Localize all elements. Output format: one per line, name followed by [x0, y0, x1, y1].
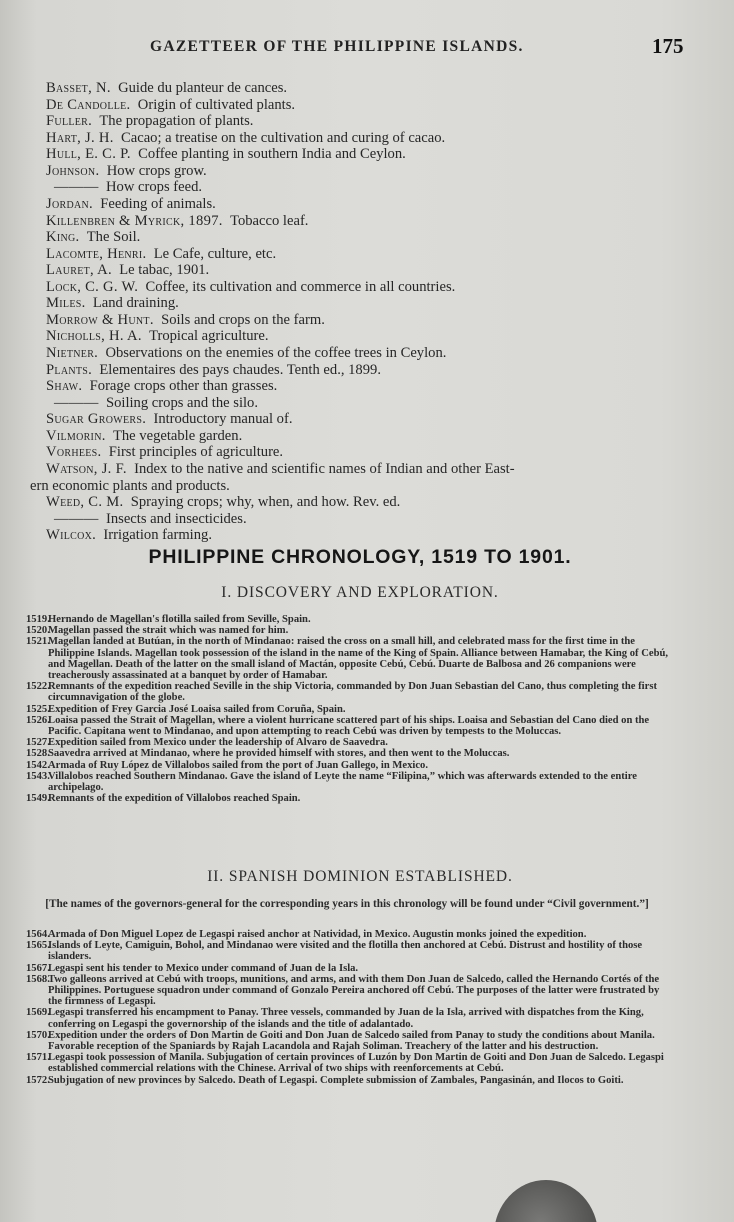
- chronology-text: Expedition sailed from Mexico under the leadership of Alvaro de Saavedra.: [48, 737, 388, 749]
- bibliography-author: Fuller.: [46, 113, 93, 130]
- chronology-text: Legaspi took possession of Manila. Subjugation of certain provinces of Luzón by Don Martin de Goiti and Don Juan de Salcedo. Legaspi established commercial relations with the Chinese. Arrival of two ships with reenforcements at Cebú.: [48, 1052, 664, 1075]
- chronology-text: Armada of Don Miguel Lopez de Legaspi raised anchor at Natividad, in Mexico. Augustin monks joined the expedition.: [48, 929, 587, 940]
- bibliography-author: Watson, J. F.: [46, 460, 127, 477]
- bibliography-author: King.: [46, 229, 80, 246]
- chronology-text: Villalobos reached Southern Mindanao. Gave the island of Leyte the name “Filipina,” which was afterwards extended to the entire archipelago.: [48, 770, 637, 794]
- bibliography-title: The propagation of plants.: [99, 113, 254, 130]
- bibliography-entry: [46, 295, 686, 312]
- bibliography-entry: [30, 478, 686, 495]
- chronology-list-discovery: [26, 614, 676, 804]
- bibliography-title: Le tabac, 1901.: [119, 262, 210, 279]
- chronology-list-spanish-dominion: [26, 929, 676, 1086]
- bibliography-entry: [46, 494, 686, 511]
- bibliography-entry: [46, 461, 686, 478]
- bibliography-title: How crops feed.: [105, 179, 203, 196]
- bibliography-entry: [46, 229, 686, 246]
- bibliography-entry: [46, 80, 686, 97]
- bibliography-entry: [46, 130, 686, 147]
- bibliography-entry: [46, 279, 686, 296]
- bibliography-author: ———: [54, 510, 99, 527]
- section-heading-spanish-dominion: II. SPANISH DOMINION ESTABLISHED.: [207, 868, 513, 885]
- chronology-entry: [26, 737, 676, 748]
- chronology-text: Legaspi sent his tender to Mexico under command of Juan de la Isla.: [48, 962, 359, 974]
- bibliography-author: Shaw.: [46, 378, 83, 395]
- bibliography-author: Nietner.: [46, 345, 99, 361]
- bibliography-author: Lock, C. G. W.: [46, 278, 139, 295]
- bibliography-entry: [46, 378, 686, 395]
- chronology-text: Remnants of the expedition of Villalobos reached Spain.: [48, 793, 301, 805]
- bibliography-title: How crops grow.: [106, 162, 207, 179]
- chronology-entry: [26, 974, 676, 1008]
- bibliography-author: Lacomte, Henri.: [46, 245, 147, 262]
- chronology-year: 1543.: [26, 770, 50, 782]
- chronology-year: 1528.: [26, 748, 50, 760]
- chronology-text: Islands of Leyte, Camiguin, Bohol, and Mindanao were visited and the flotilla then anchored at Cebú. Distrust and hostility of those islanders.: [48, 940, 643, 963]
- chronology-entry: [26, 1075, 676, 1086]
- bibliography-title: Introductory manual of.: [153, 411, 293, 428]
- chronology-year: 1519.: [26, 614, 50, 625]
- chronology-entry: [26, 940, 676, 962]
- chronology-text: Magellan passed the strait which was named for him.: [48, 625, 289, 637]
- chronology-entry: [26, 636, 676, 681]
- bibliography-entry: [46, 527, 686, 544]
- chronology-entry: [26, 704, 676, 715]
- bibliography-entry: [46, 428, 686, 445]
- bibliography-author: Sugar Growers.: [46, 411, 147, 428]
- chronology-text: Expedition under the orders of Don Martin de Goiti and Don Juan de Salcedo sailed from Panay to study the conditions about Manila. Favorable reception of the Spaniards by Rajah Lacandola and Rajah Soliman. Treachery of the latter and his destruction.: [48, 1029, 655, 1053]
- bibliography-title: Coffee, its cultivation and commerce in all countries.: [145, 278, 456, 295]
- bibliography-title: Forage crops other than grasses.: [89, 378, 278, 395]
- bibliography-entry: [46, 411, 686, 428]
- bibliography-author: Vilmorin.: [46, 427, 106, 444]
- bibliography-title: The Soil.: [86, 229, 141, 246]
- bibliography-author: Vorhees.: [46, 444, 102, 461]
- bibliography-title: Cacao; a treatise on the cultivation and curing of cacao.: [121, 129, 446, 146]
- bibliography-title: First principles of agriculture.: [108, 444, 284, 461]
- bibliography-author: De Candolle.: [46, 96, 131, 113]
- bibliography-title: Feeding of animals.: [100, 195, 216, 212]
- bibliography-author: ———: [54, 394, 99, 411]
- chronology-entry: [26, 1007, 676, 1029]
- bibliography-entry: [46, 328, 686, 345]
- chronology-year: 1567.: [26, 962, 50, 974]
- chronology-year: 1526.: [26, 714, 50, 726]
- bibliography-author: Nicholls, H. A.: [46, 328, 142, 345]
- bibliography-author: Lauret, A.: [46, 262, 112, 279]
- bibliography-entry: [46, 345, 686, 362]
- chronology-title: PHILIPPINE CHRONOLOGY, 1519 TO 1901.: [148, 546, 572, 568]
- bibliography-title: Observations on the enemies of the coffee trees in Ceylon.: [105, 345, 447, 361]
- bibliography-entry: [46, 395, 686, 412]
- chronology-text: Legaspi transferred his encampment to Panay. Three vessels, commanded by Juan de la Isla, arrived with dispatches from the King, conferring on Legaspi the governorship of the islands and the title of adalantado.: [48, 1007, 644, 1030]
- page-number: 175: [652, 34, 684, 58]
- bibliography-title: Irrigation farming.: [103, 527, 212, 544]
- bibliography-entry: [46, 362, 686, 379]
- chronology-entry: [26, 715, 676, 737]
- chronology-year: 1527.: [26, 737, 50, 749]
- chronology-entry: [26, 614, 676, 625]
- bibliography-entry: [46, 113, 686, 130]
- bibliography-entry: [46, 146, 686, 163]
- bibliography-entry: [46, 179, 686, 196]
- bibliography-title: Tropical agriculture.: [149, 328, 269, 345]
- chronology-entry: [26, 929, 676, 940]
- bibliography-title: ern economic plants and products.: [30, 477, 230, 494]
- bibliography-author: Weed, C. M.: [46, 494, 124, 511]
- bibliography-title: Guide du planteur de cances.: [118, 80, 288, 96]
- chronology-year: 1542.: [26, 759, 50, 771]
- bibliography-entry: [46, 262, 686, 279]
- chronology-year: 1564.: [26, 929, 50, 940]
- bibliography-title: The vegetable garden.: [112, 427, 243, 444]
- chronology-entry: [26, 1030, 676, 1052]
- bibliography-entry: [46, 312, 686, 329]
- chronology-text: Hernando de Magellan's flotilla sailed from Seville, Spain.: [48, 614, 311, 625]
- bibliography-author: Hull, E. C. P.: [46, 146, 131, 163]
- editorial-note: [The names of the governors-general for the corresponding years in this chronology will be found under “Civil government.”]: [45, 898, 649, 910]
- bibliography-title: Land draining.: [92, 295, 179, 312]
- chronology-text: Armada of Ruy López de Villalobos sailed from the port of Juan Gallego, in Mexico.: [48, 759, 428, 771]
- chronology-year: 1569.: [26, 1007, 50, 1019]
- bibliography-entry: [46, 196, 686, 213]
- bibliography-author: Miles.: [46, 295, 86, 312]
- bibliography-author: Wilcox.: [46, 527, 97, 544]
- section-heading-discovery: I. DISCOVERY AND EXPLORATION.: [221, 584, 499, 601]
- chronology-entry: [26, 1052, 676, 1074]
- chronology-entry: [26, 748, 676, 759]
- bibliography-entry: [46, 444, 686, 461]
- bibliography-entry: [46, 163, 686, 180]
- chronology-text: Subjugation of new provinces by Salcedo. Death of Legaspi. Complete submission of Zambales, Pangasinán, and Ilocos to Goiti.: [48, 1074, 624, 1086]
- bibliography-title: Soils and crops on the farm.: [161, 311, 325, 328]
- bibliography-title: Index to the native and scientific names of Indian and other East-: [134, 460, 515, 477]
- bibliography-author: ———: [54, 179, 99, 196]
- running-title: GAZETTEER OF THE PHILIPPINE ISLANDS.: [150, 38, 524, 55]
- chronology-entry: [26, 771, 676, 793]
- bibliography-entry: [46, 246, 686, 263]
- bibliography-title: Soiling crops and the silo.: [105, 394, 258, 411]
- bibliography-author: Plants.: [46, 361, 93, 378]
- bibliography-title: Insects and insecticides.: [105, 510, 247, 527]
- chronology-text: Expedition of Frey Garcia José Loaisa sailed from Coruña, Spain.: [48, 703, 346, 715]
- chronology-text: Remnants of the expedition reached Seville in the ship Victoria, commanded by Don Juan Sebastian del Cano, thus completing the first circumnavigation of the globe.: [48, 681, 657, 704]
- chronology-year: 1525.: [26, 703, 50, 715]
- chronology-entry: [26, 760, 676, 771]
- chronology-entry: [26, 963, 676, 974]
- chronology-text: Magellan landed at Butúan, in the north of Mindanao: raised the cross on a small hill, and celebrated mass for the first time in the Philippine Islands. Magellan took possession of the island in the name of the King of Spain. Alliance between Hamabar, the King of Cebú, and Magellan. Death of the latter on the small island of Mactán, opposite Cebú, Cebú. Duarte de Balbosa and 26 companions were treacherously assassinated at a banquet by order of Hamabar.: [48, 636, 669, 682]
- bibliography-title: Tobacco leaf.: [230, 212, 309, 229]
- chronology-entry: [26, 681, 676, 703]
- bibliography-author: Basset, N.: [46, 80, 111, 96]
- chronology-year: 1522.: [26, 681, 50, 693]
- bibliography-entry: [46, 97, 686, 114]
- chronology-text: Two galleons arrived at Cebú with troops, munitions, and arms, and with them Don Juan de Salcedo, called the Hernando Cortés of the Philippines. Portuguese squadron under command of Gonzalo Pereira anchored off Cebú. The purposes of the latter were frustrated by the firmness of Legaspi.: [48, 973, 660, 1008]
- chronology-year: 1570.: [26, 1029, 50, 1041]
- bibliography-list: [30, 80, 686, 544]
- bibliography-title: Spraying crops; why, when, and how. Rev. ed.: [130, 494, 401, 511]
- chronology-year: 1521.: [26, 636, 50, 648]
- scanner-thumb: [494, 1180, 598, 1222]
- chronology-text: Loaisa passed the Strait of Magellan, where a violent hurricane scattered part of his ships. Loaisa and Sebastian del Cano died on the Pacific. Capitana went to Mindanao, and upon attempting to reach Cebú was driven by tempests to the Moluccas.: [48, 714, 650, 738]
- bibliography-author: Johnson.: [46, 162, 100, 179]
- chronology-text: Saavedra arrived at Mindanao, where he provided himself with stores, and then went to the Moluccas.: [48, 748, 510, 760]
- bibliography-title: Elementaires des pays chaudes. Tenth ed., 1899.: [99, 361, 381, 378]
- chronology-year: 1565.: [26, 940, 50, 952]
- chronology-entry: [26, 793, 676, 804]
- chronology-year: 1520.: [26, 625, 50, 637]
- chronology-year: 1549.: [26, 793, 50, 805]
- bibliography-entry: [46, 511, 686, 528]
- bibliography-author: Killenbren & Myrick, 1897.: [46, 212, 223, 229]
- chronology-entry: [26, 625, 676, 636]
- bibliography-title: Coffee planting in southern India and Ceylon.: [138, 146, 406, 163]
- bibliography-title: Le Cafe, culture, etc.: [153, 245, 277, 262]
- bibliography-author: Morrow & Hunt.: [46, 311, 154, 328]
- bibliography-author: Hart, J. H.: [46, 129, 114, 146]
- bibliography-author: Jordan.: [46, 195, 93, 212]
- bibliography-entry: [46, 213, 686, 230]
- bibliography-title: Origin of cultivated plants.: [137, 96, 296, 113]
- chronology-year: 1572.: [26, 1074, 50, 1086]
- chronology-year: 1568.: [26, 973, 50, 985]
- chronology-year: 1571.: [26, 1052, 50, 1064]
